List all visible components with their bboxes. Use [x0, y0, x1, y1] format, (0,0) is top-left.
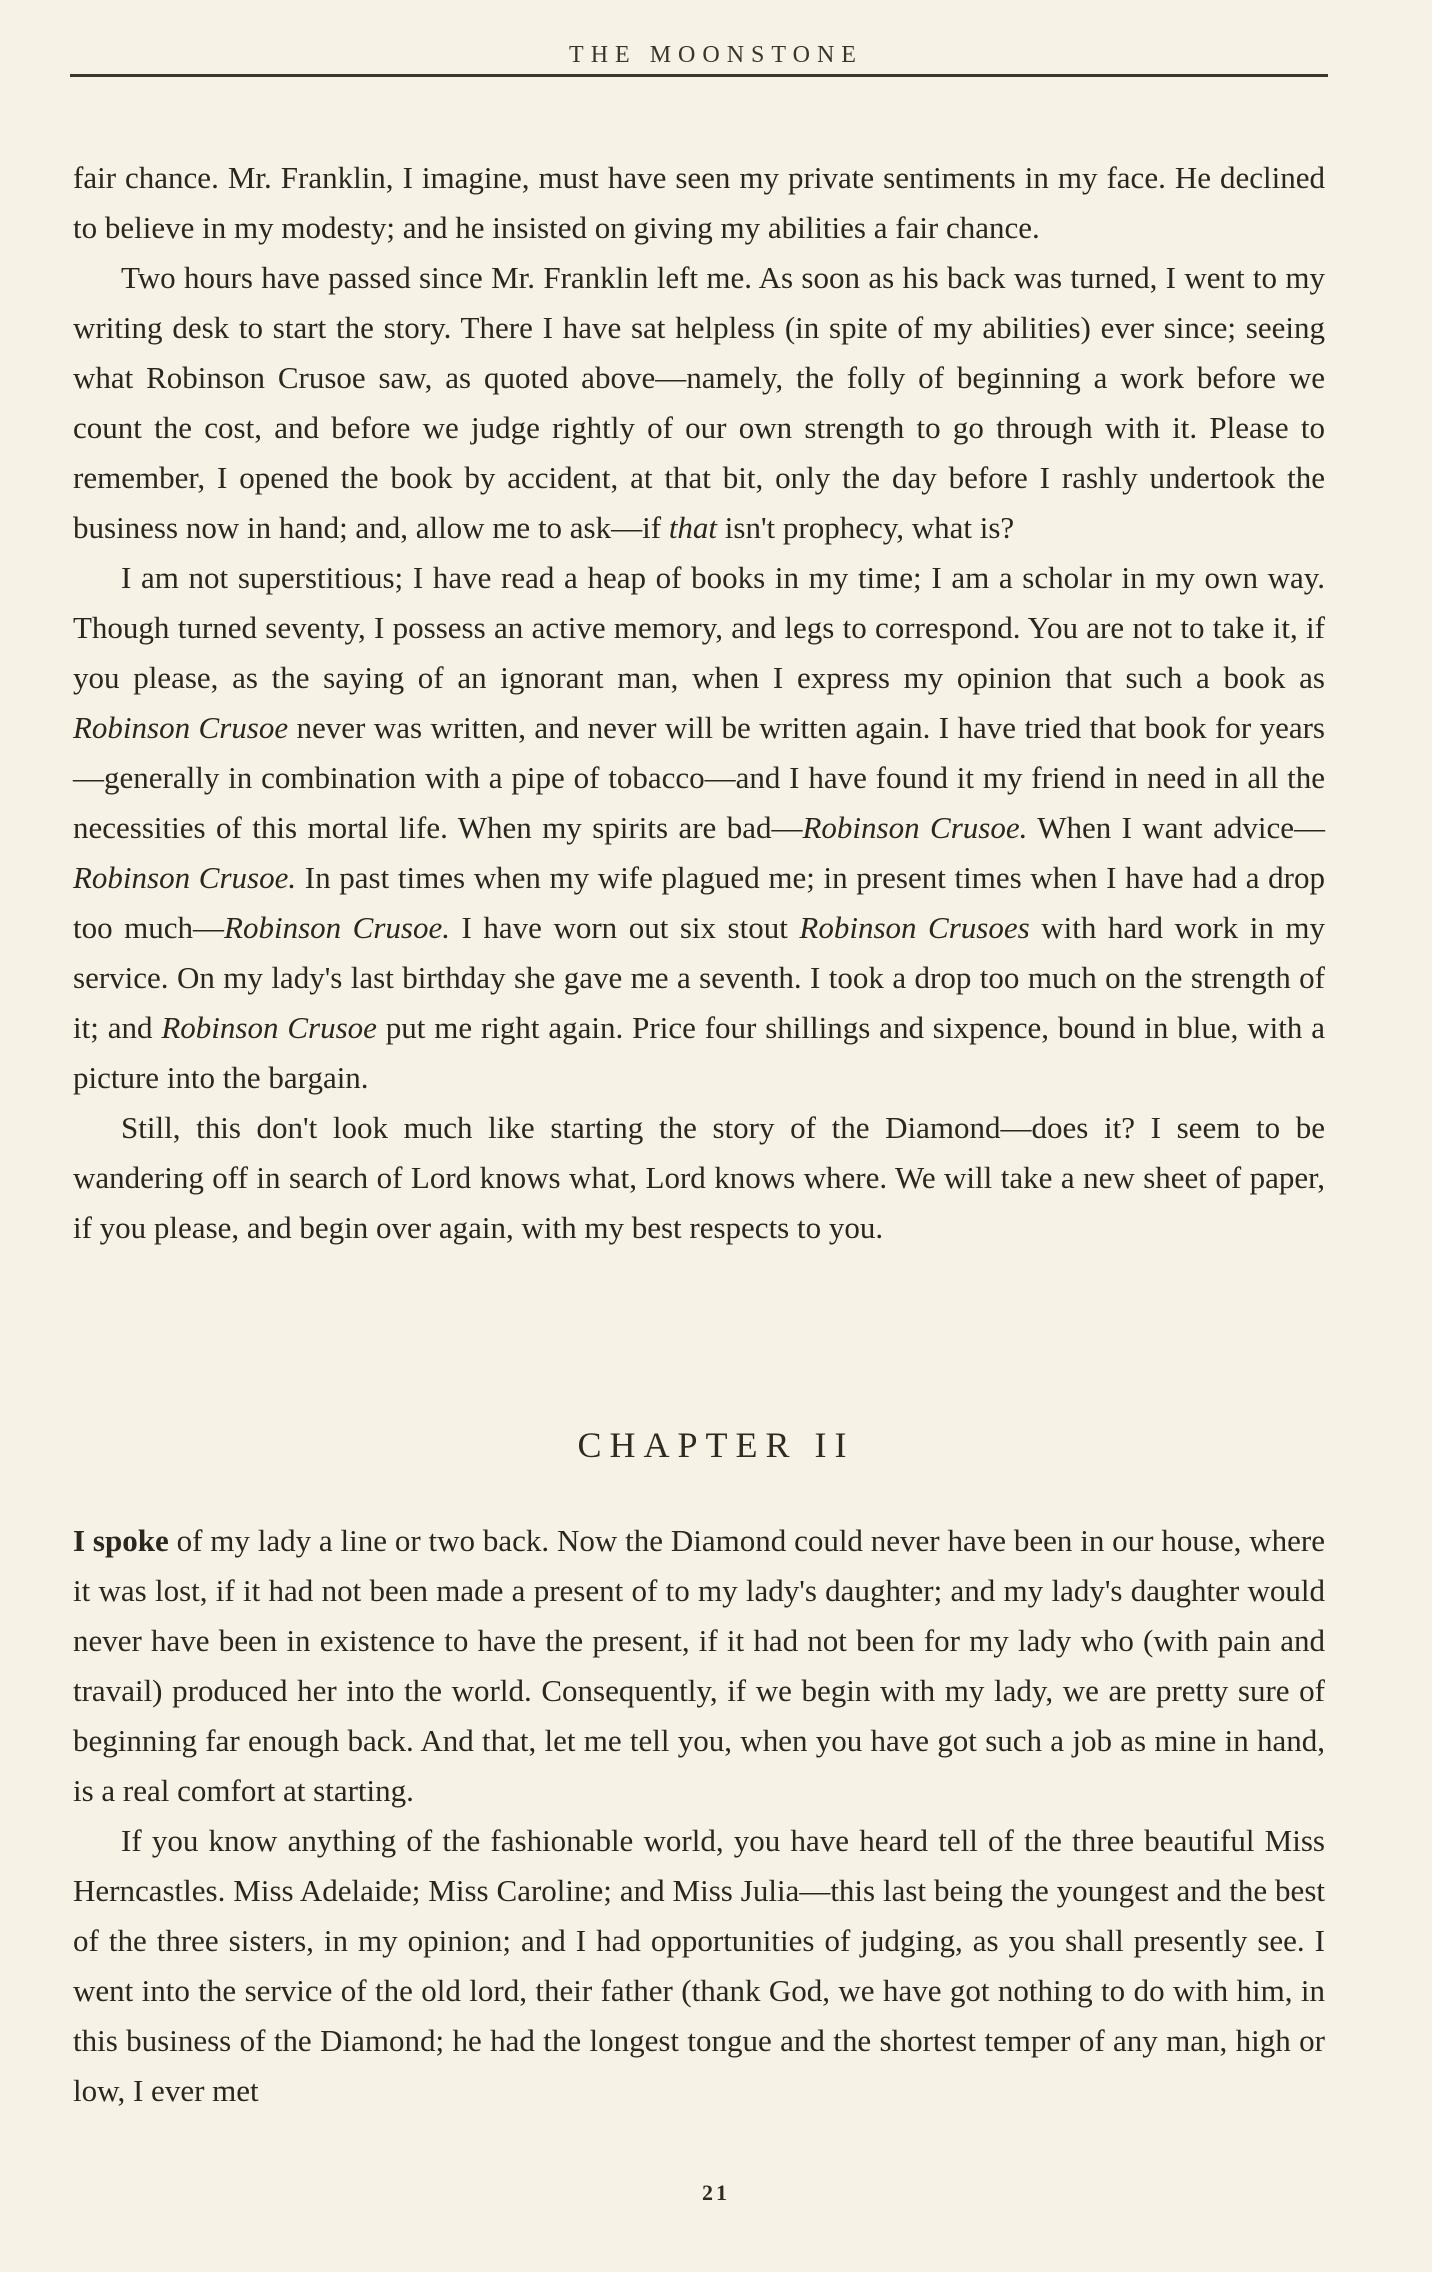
paragraph: Two hours have passed since Mr. Franklin left me. As soon as his back was turned, I went to my writing desk to start the story. There I have sat helpless (in spite of my abilities) ever since; seeing what Robinson Crusoe saw, as quoted above—namely, the folly of beginning a work before we count the cost, and before we judge rightly of our own strength to go through with it. Please to remember, I opened the book by accident, at that bit, only the day before I rashly undertook the business now in hand; and, allow me to ask—if that isn't prophecy, what is?	[73, 260, 1325, 545]
italic-title: Robinson Crusoe.	[73, 860, 297, 895]
chapter-heading: CHAPTER II	[577, 1425, 855, 1465]
run-in-lead: I spoke	[73, 1523, 169, 1558]
paragraph: I spoke of my lady a line or two back. Now the Diamond could never have been in our house, where it was lost, if it had not been made a present of to my lady's daughter; and my lady's daughter would never have been in existence to have the present, if it had not been for my lady who (with pain and travail) produced her into the world. Consequently, if we begin with my lady, we are pretty sure of beginning far enough back. And that, let me tell you, when you have got such a job as mine in hand, is a real comfort at starting.	[73, 1523, 1325, 1808]
italic-title: Robinson Crusoes	[799, 910, 1030, 945]
paragraph: Still, this don't look much like starting the story of the Diamond—does it? I seem to be wandering off in search of Lord knows what, Lord knows where. We will take a new sheet of paper, if you please, and begin over again, with my best respects to you.	[73, 1110, 1325, 1245]
header-rule	[70, 74, 1328, 77]
italic-emphasis: that	[668, 510, 718, 545]
italic-title: Robinson Crusoe.	[224, 910, 450, 945]
running-head: THE MOONSTONE	[569, 42, 863, 68]
chapter-body-text	[73, 1516, 1325, 2116]
italic-title: Robinson Crusoe	[73, 710, 289, 745]
italic-title: Robinson Crusoe	[161, 1010, 377, 1045]
paragraph: If you know anything of the fashionable world, you have heard tell of the three beautiful Miss Herncastles. Miss Adelaide; Miss Caroline; and Miss Julia—this last being the youngest and the best of the three sisters, in my opinion; and I had opportunities of judging, as you shall presently see. I went into the service of the old lord, their father (thank God, we have got nothing to do with him, in this business of the Diamond; he had the longest tongue and the shortest temper of any man, high or low, I ever met	[73, 1823, 1325, 2108]
paragraph: fair chance. Mr. Franklin, I imagine, must have seen my private sentiments in my face. He declined to believe in my modesty; and he insisted on giving my abilities a fair chance.	[73, 160, 1325, 245]
paragraph: I am not superstitious; I have read a heap of books in my time; I am a scholar in my own way. Though turned seventy, I possess an active memory, and legs to correspond. You are not to take it, if you please, as the saying of an ignorant man, when I express my opinion that such a book as Robinson Crusoe never was written, and never will be written again. I have tried that book for years—generally in combination with a pipe of tobacco—and I have found it my friend in need in all the necessities of this mortal life. When my spirits are bad—Robinson Crusoe. When I want advice—Robinson Crusoe. In past times when my wife plagued me; in present times when I have had a drop too much—Robinson Crusoe. I have worn out six stout Robinson Crusoes with hard work in my service. On my lady's last birthday she gave me a seventh. I took a drop too much on the strength of it; and Robinson Crusoe put me right again. Price four shillings and sixpence, bound in blue, with a picture into the bargain.	[73, 560, 1325, 1095]
page-number: 21	[702, 2180, 730, 2205]
italic-title: Robinson Crusoe.	[802, 810, 1028, 845]
body-text-before-chapter	[73, 153, 1325, 1253]
